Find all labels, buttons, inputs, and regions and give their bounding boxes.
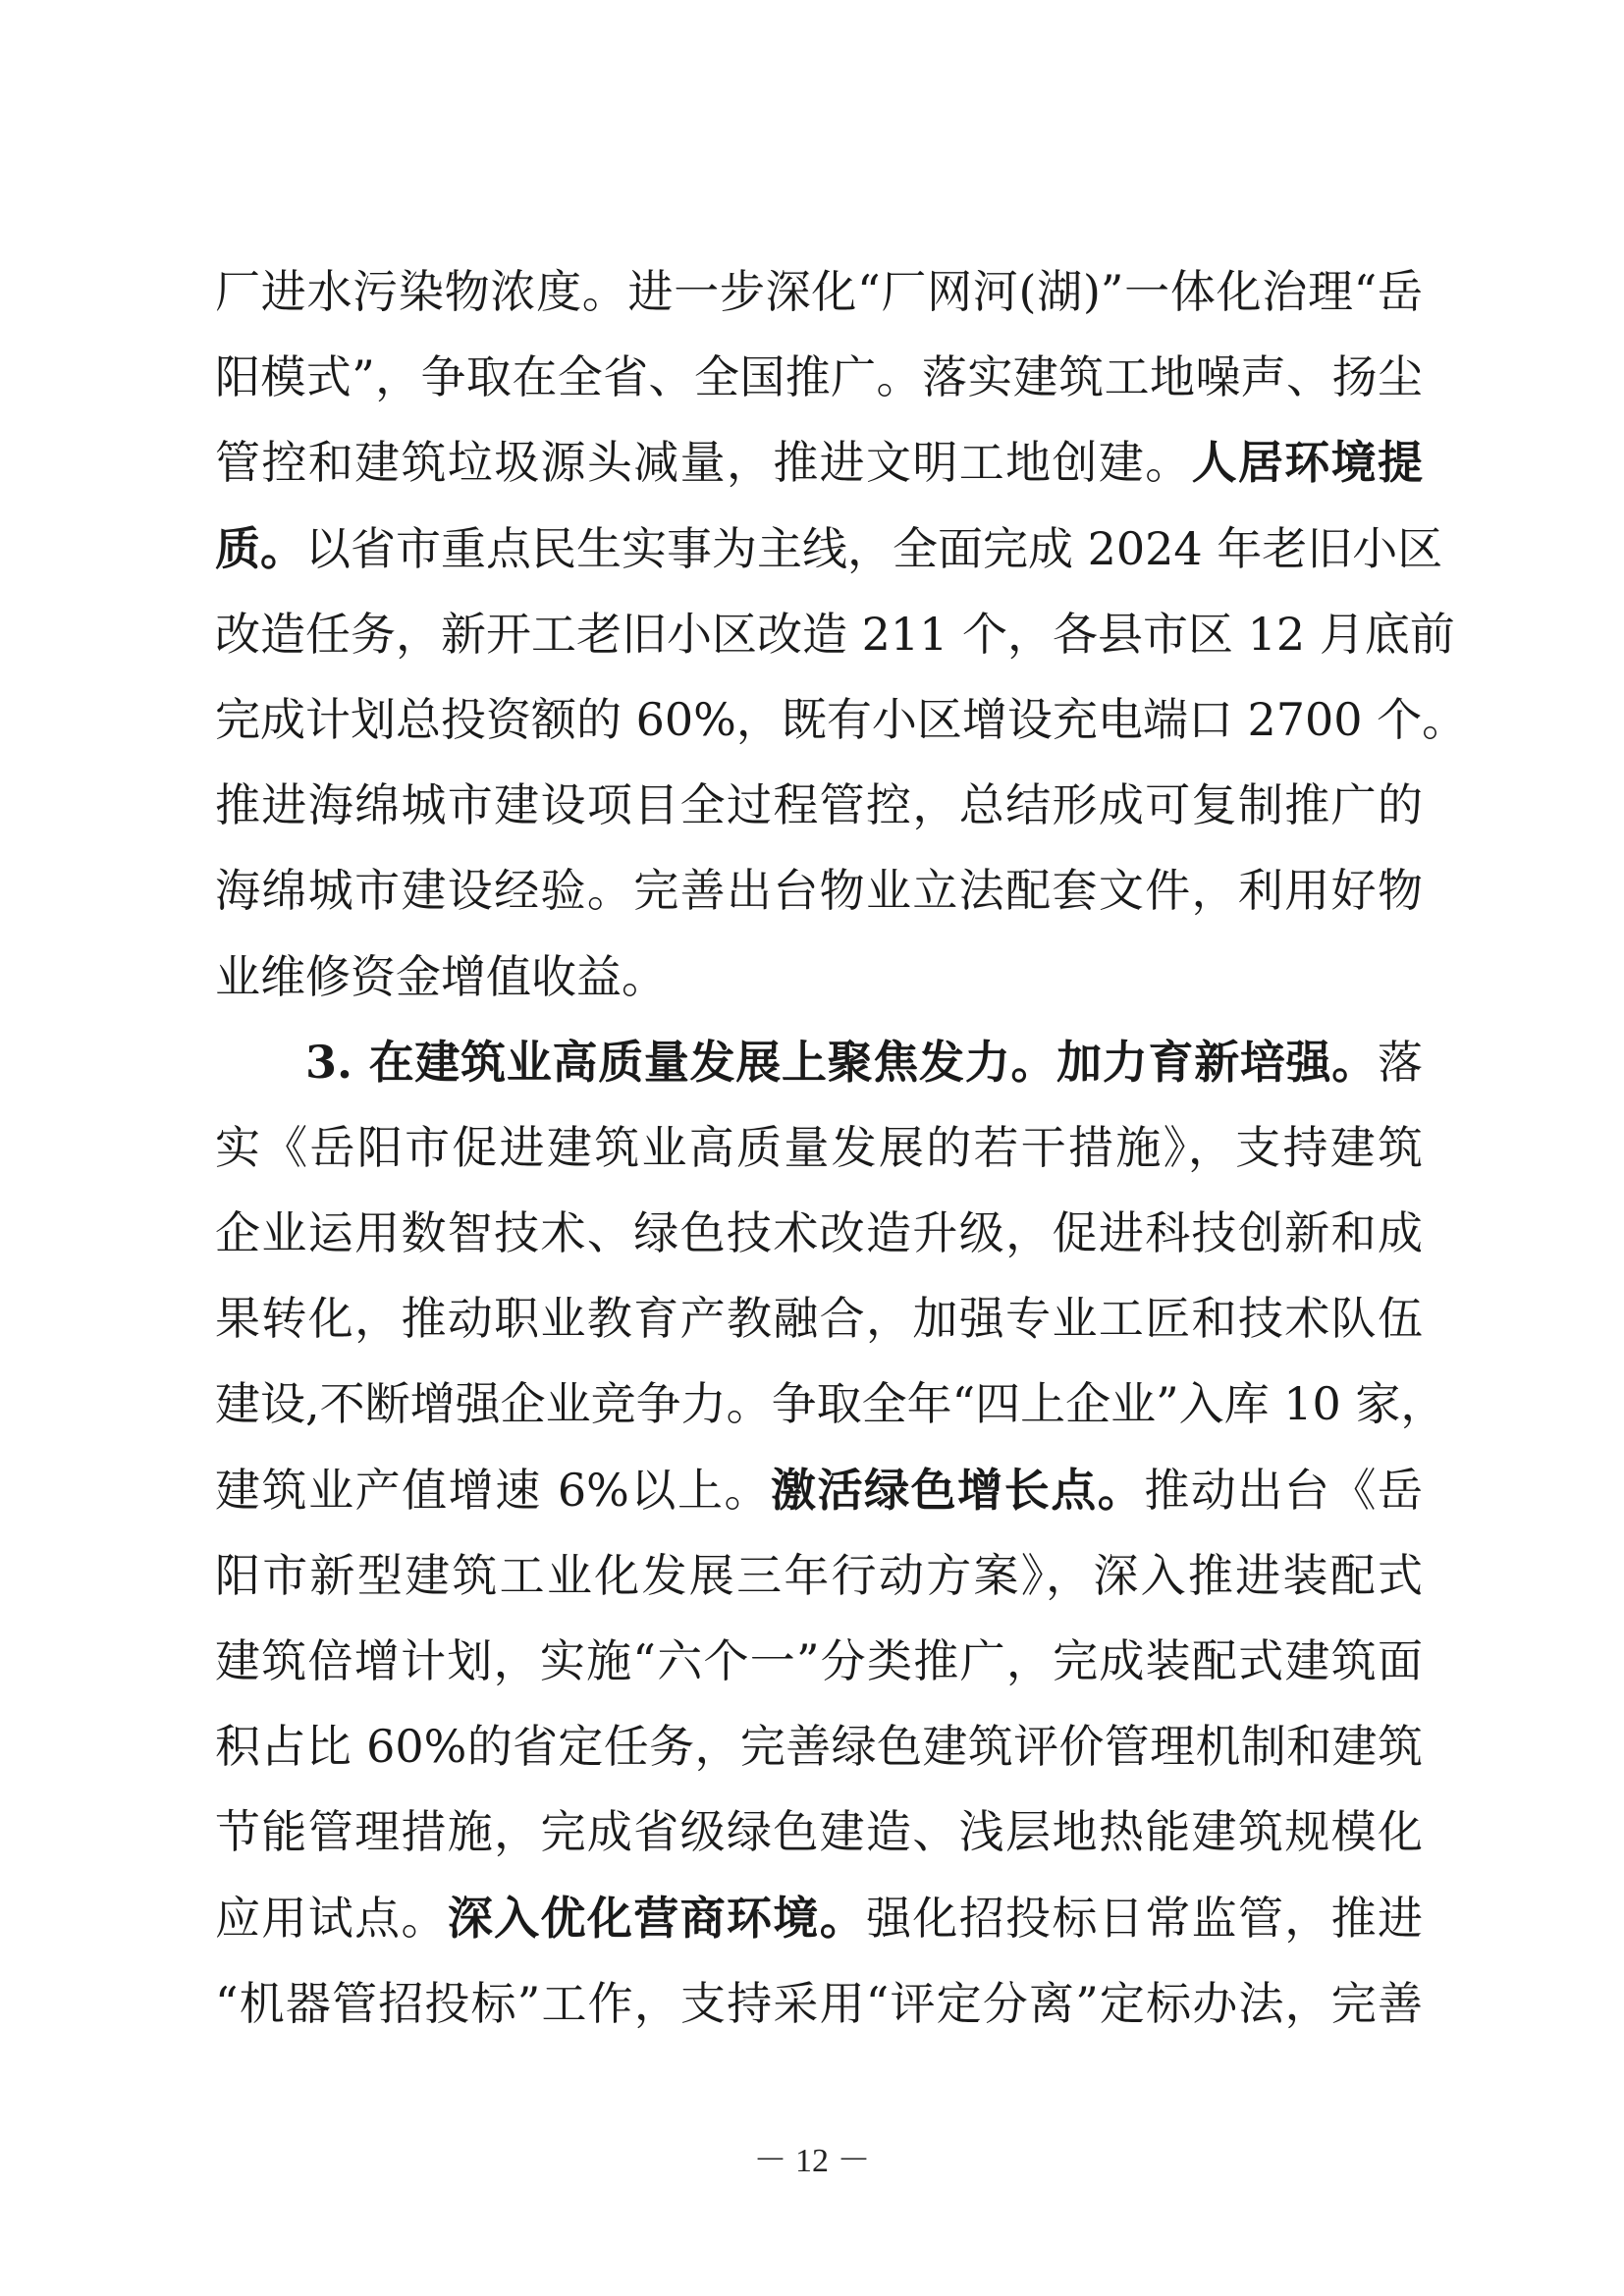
text-line <box>215 1619 1423 1704</box>
text-line <box>215 1876 1423 1961</box>
text-run: 完成计划总投资额的 60%，既有小区增设充电端口 2700 个。 <box>215 692 1468 746</box>
text-run: 推动出台《岳 <box>1144 1463 1424 1517</box>
text-line <box>215 677 1468 763</box>
text-run: 阳模式”，争取在全省、全国推广。落实建筑工地噪声、扬尘 <box>215 350 1423 404</box>
text-line <box>215 934 1423 1020</box>
text-run: 建筑倍增计划，实施“六个一”分类推广，完成装配式建筑面 <box>215 1634 1423 1687</box>
text-run: 业维修资金增值收益。 <box>215 949 667 1003</box>
text-run: 落 <box>1378 1035 1423 1089</box>
text-run: 积占比 60%的省定任务，完善绿色建筑评价管理机制和建筑 <box>215 1720 1423 1774</box>
text-line <box>215 507 1443 592</box>
text-line <box>215 249 1423 335</box>
text-line <box>215 763 1423 848</box>
text-run: 应用试点。 <box>215 1891 448 1945</box>
text-run: 节能管理措施，完成省级绿色建造、浅层地热能建筑规模化 <box>215 1805 1423 1859</box>
text-line <box>215 420 1423 506</box>
bold-text-run: 激活绿色增长点。 <box>771 1463 1145 1517</box>
text-run: 推进海绵城市建设项目全过程管控，总结形成可复制推广的 <box>215 778 1423 832</box>
text-run: 海绵城市建设经验。完善出台物业立法配套文件，利用好物 <box>215 864 1423 918</box>
body-text <box>215 249 1468 2047</box>
bold-text-run: 深入优化营商环境。 <box>447 1891 867 1945</box>
text-line <box>215 1533 1423 1619</box>
bold-text-run: 人居环境提 <box>1191 436 1424 490</box>
text-run: 建设,不断增强企业竞争力。争取全年“四上企业”入库 10 家， <box>215 1377 1446 1431</box>
text-line <box>215 592 1455 677</box>
text-run: “机器管招投标”工作，支持采用“评定分离”定标办法，完善 <box>215 1976 1423 2030</box>
text-run: 管控和建筑垃圾源头减量，推进文明工地创建。 <box>215 436 1192 490</box>
bold-text-run: 3. 在建筑业高质量发展上聚焦发力。加力育新培强。 <box>305 1035 1378 1089</box>
text-run: 以省市重点民生实事为主线，全面完成 2024 年老旧小区 <box>305 521 1443 575</box>
text-run: 厂进水污染物浓度。进一步深化“厂网河(湖)”一体化治理“岳 <box>215 265 1423 318</box>
text-run: 改造任务，新开工老旧小区改造 211 个，各县市区 12 月底前 <box>215 607 1455 661</box>
bold-text-run: 质。 <box>215 521 305 575</box>
text-line <box>215 1020 1423 1105</box>
text-line <box>215 848 1423 934</box>
text-run: 实《岳阳市促进建筑业高质量发展的若干措施》，支持建筑 <box>215 1120 1423 1174</box>
text-line <box>215 1191 1423 1276</box>
text-line <box>215 1789 1423 1875</box>
text-run: 强化招投标日常监管，推进 <box>866 1891 1424 1945</box>
text-line <box>215 1105 1423 1191</box>
text-line <box>215 1961 1423 2047</box>
text-line <box>215 1362 1446 1447</box>
text-run: 建筑业产值增速 6%以上。 <box>215 1463 772 1517</box>
text-run: 企业运用数智技术、绿色技术改造升级，促进科技创新和成 <box>215 1206 1423 1260</box>
text-run: 果转化，推动职业教育产教融合，加强专业工匠和技术队伍 <box>215 1292 1423 1346</box>
page-number: － 12 － <box>753 2143 871 2179</box>
text-run: 阳市新型建筑工业化发展三年行动方案》，深入推进装配式 <box>215 1548 1423 1602</box>
text-line <box>215 1276 1423 1362</box>
text-line <box>215 1704 1423 1789</box>
text-line <box>215 335 1423 420</box>
text-line <box>215 1448 1423 1533</box>
